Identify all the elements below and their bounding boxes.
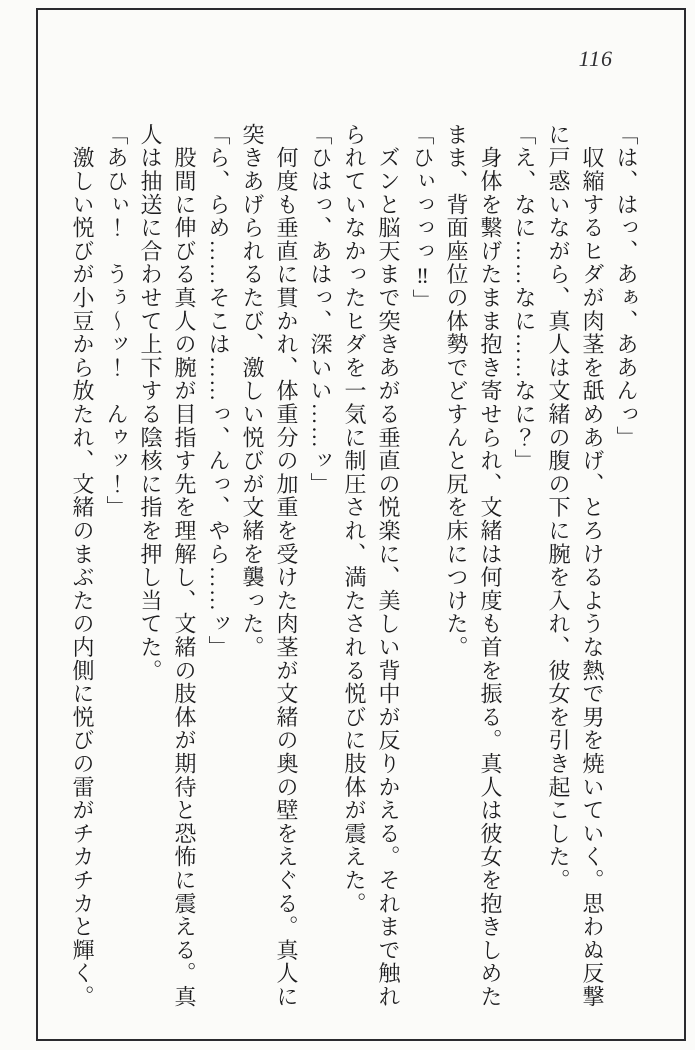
text-column-09: られていなかったヒダを一気に制圧され、満たされる悦びに肢体が震えた。 bbox=[342, 123, 367, 916]
text-column-05: 身体を繋げたまま抱き寄せられ、文緒は何度も首を振る。真人は彼女を抱きしめた bbox=[478, 123, 503, 1009]
page-number: 116 bbox=[578, 46, 613, 71]
text-column-01: 「は、はっ、あぁ、ああんっ」 bbox=[614, 123, 639, 450]
text-column-17: 激しい悦びが小豆から放たれ、文緒のまぶたの内側に悦びの雷がチカチカと輝く。 bbox=[70, 123, 95, 1009]
text-block bbox=[65, 123, 643, 1015]
text-column-08: ズンと脳天まで突きあがる垂直の悦楽に、美しい背中が反りかえる。それまで触れ bbox=[376, 123, 401, 1009]
text-column-06: まま、背面座位の体勢でどすんと尻を床につけた。 bbox=[444, 123, 469, 659]
text-column-15: 人は抽送に合わせて上下する陰核に指を押し当てた。 bbox=[138, 123, 163, 683]
text-column-07: 「ひぃっっっ‼」 bbox=[410, 123, 435, 313]
text-column-03: に戸惑いながら、真人は文緒の腹の下に腕を入れ、彼女を引き起こした。 bbox=[546, 123, 571, 892]
text-column-02: 収縮するヒダが肉茎を舐めあげ、とろけるような熱で男を焼いていく。思わぬ反撃 bbox=[580, 123, 605, 1009]
text-column-04: 「え、なに……なに……なに？」 bbox=[512, 123, 537, 473]
text-column-13: 「ら、らめ……そこは……っ、んっ、やら……ッ」 bbox=[206, 123, 231, 659]
text-column-16: 「あひぃ！ うぅ～ッ！ んゥッ！」 bbox=[104, 123, 129, 520]
text-column-10: 「ひはっ、あはっ、深いい……ッ」 bbox=[308, 123, 333, 496]
text-column-11: 何度も垂直に貫かれ、体重分の加重を受けた肉茎が文緒の奥の壁をえぐる。真人に bbox=[274, 123, 299, 1009]
text-column-12: 突きあげられるたび、激しい悦びが文緒を襲った。 bbox=[240, 123, 265, 659]
text-column-14: 股間に伸びる真人の腕が目指す先を理解し、文緒の肢体が期待と恐怖に震える。真 bbox=[172, 123, 197, 1009]
